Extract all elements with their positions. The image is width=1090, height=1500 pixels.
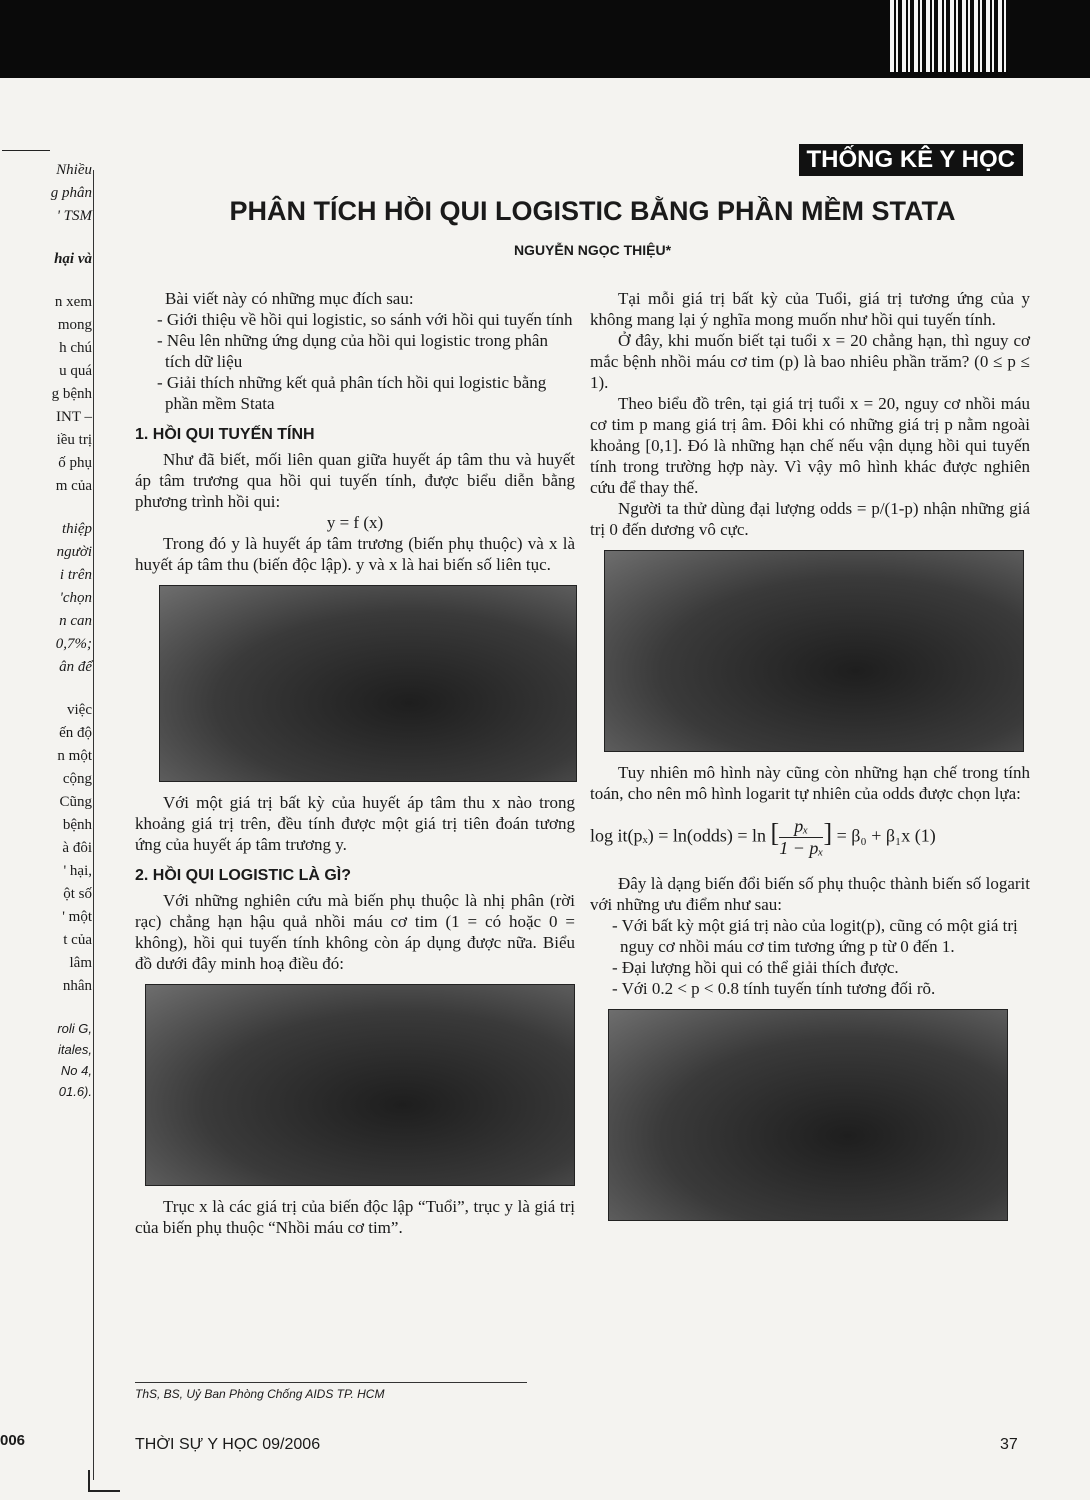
paragraph: Người ta thử dùng đại lượng odds = p/(1-p) nhận những giá trị 0 đến dương vô cực.	[590, 499, 1030, 539]
prev-line: thiệp	[62, 521, 92, 537]
previous-page-fragment	[0, 150, 92, 1102]
paragraph: Trong đó y là huyết áp tâm trương (biến phụ thuộc) và x là huyết áp tâm thu (biến độc lập). y và x là hai biến số liên tục.	[135, 534, 575, 574]
intro: Bài viết này có những mục đích sau:	[165, 289, 414, 308]
paragraph: Tuy nhiên mô hình này cũng còn những hạn chế trong tính toán, cho nên mô hình logarit tự nhiên của odds được chọn lựa:	[590, 763, 1030, 803]
prev-line: m của	[55, 478, 92, 494]
formula-numerator: pₓ	[779, 816, 823, 838]
prev-line: mong	[57, 317, 92, 333]
prev-page-year: 006	[0, 1432, 26, 1449]
paragraph: Với một giá trị bất kỳ của huyết áp tâm thu x nào trong khoảng giá trị trên, đều tính được một giá trị tiên đoán tương ứng của huyết áp tâm trương y.	[135, 793, 575, 854]
prev-line: ân để	[59, 659, 92, 675]
formula-fraction	[779, 816, 823, 859]
bullet: - Với 0.2 < p < 0.8 tính tuyến tính tương đối rõ.	[612, 979, 936, 998]
gutter-rule	[93, 170, 94, 1480]
figure-scatter-bp	[159, 585, 577, 782]
author: NGUYỄN NGỌC THIỆU*	[513, 242, 672, 258]
paragraph: Như đã biết, mối liên quan giữa huyết áp tâm thu và huyết áp tâm trương qua hồi qui tuyến tính, được biểu diễn bằng phương trình hồi qui:	[135, 450, 575, 511]
formula-denominator: 1 − pₓ	[779, 838, 824, 858]
journal-footer: THỜI SỰ Y HỌC 09/2006	[135, 1436, 321, 1453]
prev-line: g phân	[50, 185, 92, 201]
logit-formula: log it(pₓ) = ln(odds) = ln [ $\frac{\text{pₓ}}{\text{1 − pₓ}}$ ] = β₀ + β₁x (1)	[590, 816, 936, 858]
prev-line: 0,7%;	[55, 636, 92, 652]
formula-lhs: log it(pₓ) = ln(odds) = ln	[590, 825, 767, 846]
prev-line: INT –	[56, 409, 92, 425]
prev-line: ' hại,	[63, 863, 92, 879]
figure-odds	[604, 550, 1024, 752]
divider	[2, 150, 50, 151]
formula-rhs: = β₀ + β₁x (1)	[836, 825, 936, 846]
prev-line: ột số	[63, 886, 92, 902]
prev-line: 01.6).	[58, 1084, 92, 1099]
prev-line: bệnh	[62, 817, 92, 833]
prev-line: h chú	[59, 340, 92, 356]
paragraph: Ở đây, khi muốn biết tại tuổi x = 20 chẳng hạn, thì nguy cơ mắc bệnh nhồi máu cơ tim (p) là bao nhiêu phần trăm? (0 ≤ p ≤ 1).	[590, 331, 1030, 392]
prev-line: ến độ	[59, 725, 92, 741]
equation: y = f (x)	[326, 513, 384, 532]
prev-line: ố phụ	[58, 455, 92, 471]
prev-line: n một	[57, 748, 92, 764]
prev-line: roli G,	[57, 1021, 92, 1036]
prev-line: u quá	[59, 363, 92, 379]
bullet: - Giới thiệu về hồi qui logistic, so sánh với hồi qui tuyến tính	[157, 310, 573, 329]
prev-line: việc	[67, 702, 92, 718]
figure-binary-outcome	[145, 984, 575, 1186]
prev-line: nhân	[62, 978, 92, 994]
left-column	[135, 288, 575, 1238]
prev-line: 'chọn	[59, 590, 92, 606]
prev-line: Nhiều	[56, 162, 92, 178]
heading-linear: 1. HỒI QUI TUYẾN TÍNH	[135, 426, 315, 443]
prev-line: người	[56, 544, 92, 560]
prev-line: itales,	[58, 1042, 92, 1057]
bullet: - Giải thích những kết quả phân tích hồi qui logistic bằng phần mềm Stata	[157, 373, 547, 413]
article-title: PHÂN TÍCH HỒI QUI LOGISTIC BẰNG PHẦN MỀM STATA	[229, 196, 956, 226]
prev-line: hại và	[54, 251, 92, 267]
paragraph: Đây là dạng biến đổi biến số phụ thuộc thành biến số logarit với những ưu điểm như sau:	[590, 874, 1030, 914]
prev-line: i trên	[59, 567, 92, 583]
section-label: THỐNG KÊ Y HỌC	[799, 144, 1023, 176]
prev-line: ' một	[62, 909, 92, 925]
page-number: 37	[1000, 1436, 1018, 1453]
prev-line: n xem	[54, 294, 92, 310]
bullet: - Đại lượng hồi qui có thể giải thích được.	[612, 958, 899, 977]
prev-line: n can	[59, 613, 92, 629]
barcode-strip	[890, 0, 1010, 72]
prev-line: t của	[63, 932, 92, 948]
prev-line: lâm	[69, 955, 92, 971]
bullet: - Với bất kỳ một giá trị nào của logit(p), cũng có một giá trị nguy cơ nhồi máu cơ tim tương ứng p từ 0 đến 1.	[612, 916, 1018, 956]
prev-line: iều trị	[56, 432, 92, 448]
paragraph: Trục x là các giá trị của biến độc lập “Tuổi”, trục y là giá trị của biến phụ thuộc “Nhồi máu cơ tim”.	[135, 1197, 575, 1237]
prev-line: Cũng	[59, 794, 92, 810]
prev-line: g bệnh	[51, 386, 92, 402]
paragraph: Tại mỗi giá trị bất kỳ của Tuổi, giá trị tương ứng của y không mang lại ý nghĩa mong muốn như hồi qui tuyến tính.	[590, 289, 1030, 329]
prev-line: à đôi	[62, 840, 92, 856]
figure-logit-curve	[608, 1009, 1008, 1221]
paragraph: Với những nghiên cứu mà biến phụ thuộc là nhị phân (rời rạc) chẳng hạn hậu quả nhồi máu cơ tim (1 = có hoặc 0 = không), hồi qui tuyến tính không còn áp dụng được nữa. Biểu đồ dưới đây minh hoạ điều đó:	[135, 891, 575, 973]
paragraph: Theo biểu đồ trên, tại giá trị tuổi x = 20, nguy cơ nhồi máu cơ tim p mang giá trị âm. Đôi khi có những giá trị p nằm ngoài khoảng [0,1]. Đó là những hạn chế nếu vận dụng hồi qui tuyến tính trong trường hợp này. Vì vậy mô hình khác được nghiên cứu để thay thế.	[590, 394, 1030, 497]
right-column	[590, 288, 1030, 1231]
bullet: - Nêu lên những ứng dụng của hồi qui logistic trong phân tích dữ liệu	[157, 331, 548, 371]
crop-mark	[88, 1470, 120, 1492]
prev-line: ' TSM	[56, 208, 92, 224]
heading-logistic: 2. HỒI QUI LOGISTIC LÀ GÌ?	[135, 867, 352, 884]
prev-line: cộng	[62, 771, 92, 787]
prev-line: No 4,	[60, 1063, 92, 1078]
author-footnote: ThS, BS, Uỷ Ban Phòng Chống AIDS TP. HCM	[135, 1382, 527, 1401]
